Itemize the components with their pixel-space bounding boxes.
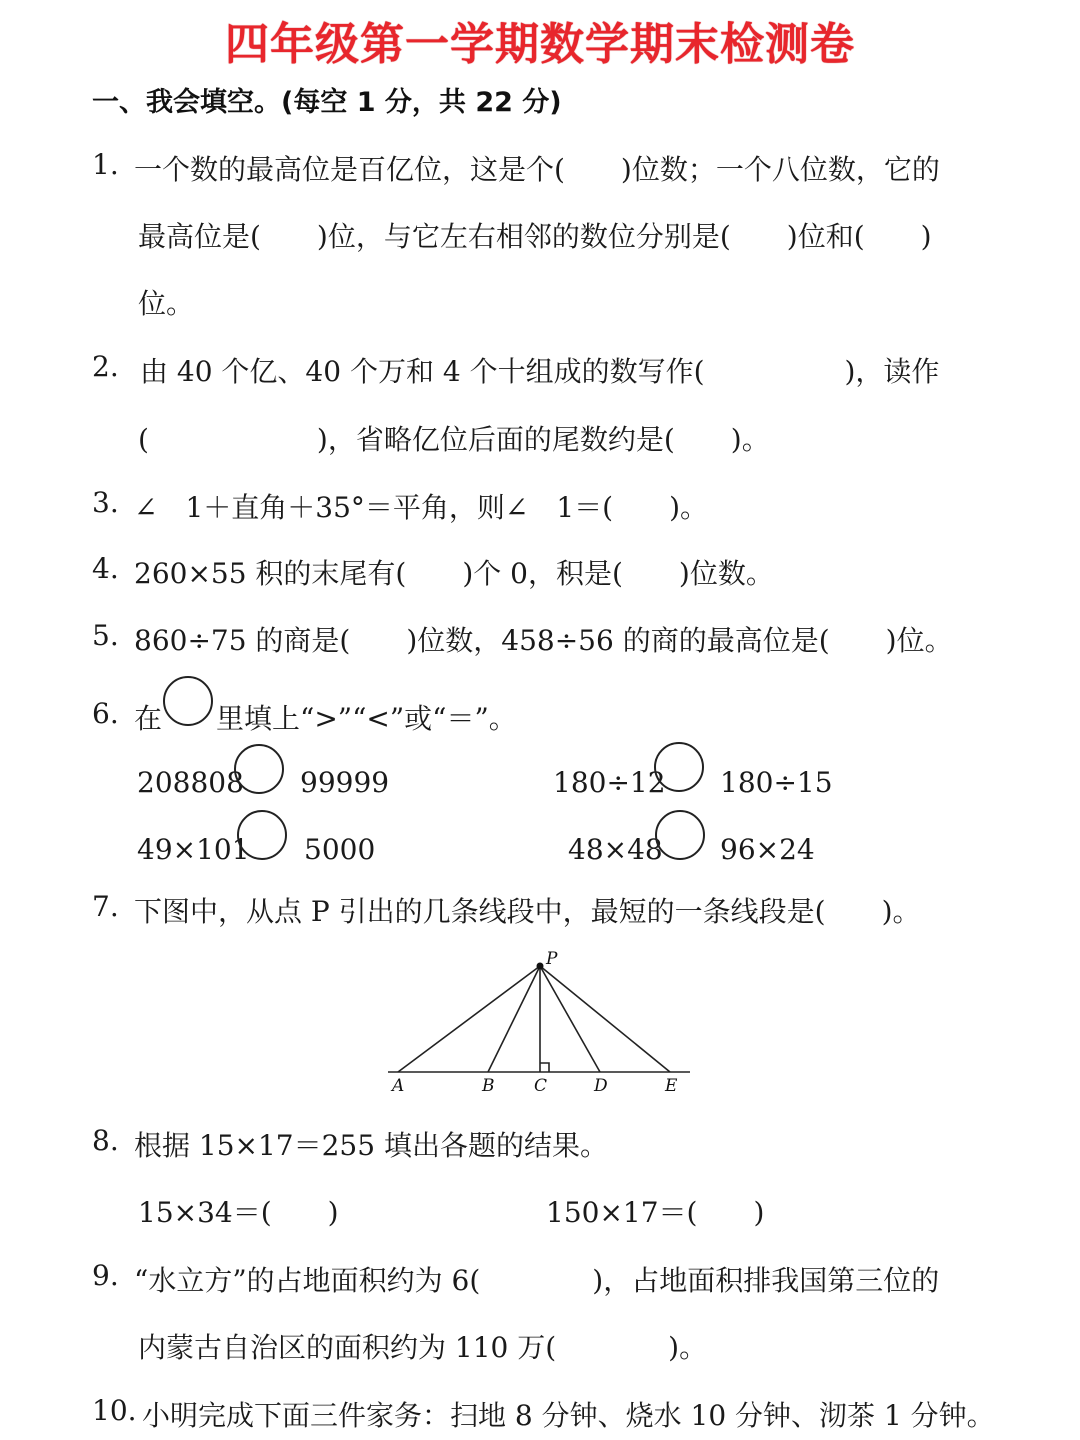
q6-item1-right: 99999 [300,766,390,799]
q6-item3-answer-circle[interactable] [237,810,287,860]
segment-PE [540,966,670,1072]
q6-item4-right: 96×24 [720,833,815,866]
q6-instruction-circle-icon [163,676,213,726]
segment-PB [488,966,540,1072]
q6-item3-right: 5000 [304,833,376,866]
q6-item4-left: 48×48 [568,833,663,866]
label-E: E [665,1076,678,1096]
q8-item-b: 150×17＝( ) [546,1196,765,1229]
q4-number: 4. [92,552,119,585]
q9-line1: “水立方”的占地面积约为 6( )，占地面积排我国第三位的 [134,1264,940,1297]
right-angle-mark [540,1063,549,1072]
q6-item4-answer-circle[interactable] [655,810,705,860]
label-B: B [482,1076,495,1096]
q2-line1: 由 40 个亿、40 个万和 4 个十组成的数写作( )，读作 [140,355,940,388]
q6-item2-answer-circle[interactable] [654,742,704,792]
q1-line2: 最高位是( )位，与它左右相邻的数位分别是( )位和( ) [138,220,932,253]
q6-item3-left: 49×101 [137,833,250,866]
q6-item2-left: 180÷12 [553,766,666,799]
q3-number: 3. [92,486,119,519]
q6-number: 6. [92,697,119,730]
q1-number: 1. [92,148,119,181]
q3-text: ∠ 1＋直角＋35°＝平角，则∠ 1＝( )。 [134,491,709,524]
section-heading: 一、我会填空。(每空 1 分，共 22 分) [92,87,562,118]
q8-item-a: 15×34＝( ) [138,1196,339,1229]
label-P: P [546,949,558,969]
label-A: A [392,1076,405,1096]
q8-number: 8. [92,1124,119,1157]
page-title: 四年级第一学期数学期末检测卷 [225,19,855,70]
q6-item2-right: 180÷15 [720,766,833,799]
label-D: D [594,1076,608,1096]
q7-text: 下图中，从点 P 引出的几条线段中，最短的一条线段是( )。 [134,895,921,928]
q4-text: 260×55 积的末尾有( )个 0，积是( )位数。 [134,557,774,590]
q7-geometry-diagram [380,948,700,1098]
q2-number: 2. [92,350,119,383]
q10-text: 小明完成下面三件家务：扫地 8 分钟、烧水 10 分钟、沏茶 1 分钟。 [142,1399,995,1432]
q6-item1-left: 208808 [137,766,244,799]
q5-text: 860÷75 的商是( )位数，458÷56 的商的最高位是( )位。 [134,624,953,657]
segment-PD [540,966,600,1072]
q1-line3: 位。 [138,287,195,320]
q1-line1: 一个数的最高位是百亿位，这是个( )位数；一个八位数，它的 [134,153,940,186]
segment-PA [398,966,540,1072]
q8-text: 根据 15×17＝255 填出各题的结果。 [134,1129,608,1162]
q9-line2: 内蒙古自治区的面积约为 110 万( )。 [138,1331,708,1364]
q6-item1-answer-circle[interactable] [234,744,284,794]
q6-pre: 在 [134,702,163,735]
q6-post: 里填上“>”“<”或“＝”。 [216,702,517,735]
label-C: C [534,1076,548,1096]
point-P-dot [537,963,544,970]
q7-number: 7. [92,890,119,923]
q10-number: 10. [92,1394,137,1427]
q5-number: 5. [92,619,119,652]
q9-number: 9. [92,1259,119,1292]
q2-line2: ( )，省略亿位后面的尾数约是( )。 [138,423,770,456]
